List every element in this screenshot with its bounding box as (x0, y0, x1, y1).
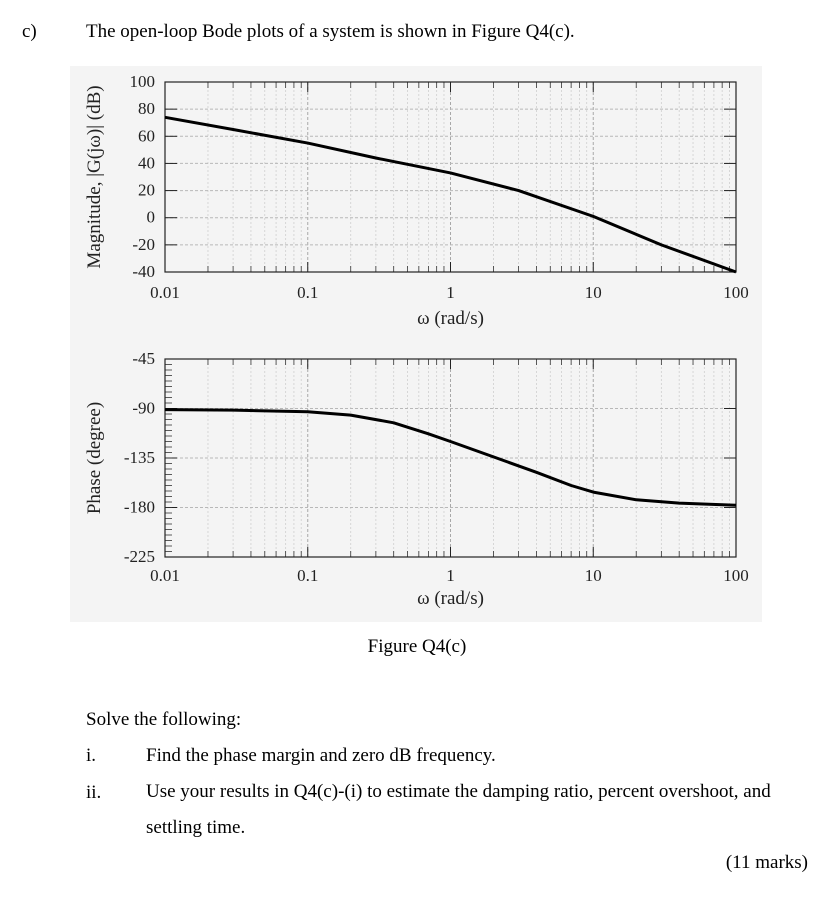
y-tick-label: 20 (138, 180, 155, 200)
x-tick-label: 0.1 (297, 566, 319, 585)
x-axis-label: ω (rad/s) (417, 308, 484, 329)
x-tick-label: 0.1 (297, 283, 319, 302)
item-text-ii: Use your results in Q4(c)-(i) to estimate the damping ratio, percent overshoot, and settling time. (146, 781, 771, 838)
figure-caption: Figure Q4(c) (367, 636, 467, 657)
y-tick-label: -180 (123, 497, 155, 517)
x-tick-label: 1 (446, 566, 455, 585)
y-axis-label: Phase (degree) (84, 401, 105, 515)
x-tick-label: 10 (584, 566, 602, 585)
y-tick-label: -45 (132, 349, 155, 368)
question-intro: The open-loop Bode plots of a system is shown in Figure Q4(c). (86, 21, 575, 42)
y-tick-label: 100 (129, 72, 155, 91)
y-tick-label: -40 (132, 262, 155, 281)
solve-intro: Solve the following: (86, 709, 242, 730)
question-part-label: c) (22, 21, 37, 42)
y-tick-label: 80 (138, 99, 155, 119)
item-text-i: Find the phase margin and zero dB frequency. (146, 745, 496, 766)
x-tick-label: 1 (446, 283, 455, 302)
x-tick-label: 100 (723, 566, 749, 585)
marks-label: (11 marks) (725, 852, 808, 873)
y-tick-label: 60 (138, 126, 155, 146)
y-tick-label: -135 (123, 448, 155, 467)
y-tick-label: -225 (123, 547, 155, 566)
bode-figure (70, 66, 762, 622)
y-tick-label: 0 (146, 207, 155, 227)
bode-plots (70, 66, 762, 622)
item-number-ii: ii. (86, 782, 102, 803)
x-axis-label: ω (rad/s) (417, 588, 484, 609)
x-tick-label: 100 (723, 283, 749, 302)
y-tick-label: -20 (132, 234, 155, 254)
x-tick-label: 0.01 (150, 283, 180, 302)
y-tick-label: 40 (138, 153, 155, 173)
item-number-i: i. (86, 745, 97, 766)
x-tick-label: 0.01 (150, 566, 180, 585)
x-tick-label: 10 (584, 283, 602, 302)
y-tick-label: -90 (132, 398, 155, 418)
y-axis-label: Magnitude, |G(jω)| (dB) (84, 85, 105, 269)
